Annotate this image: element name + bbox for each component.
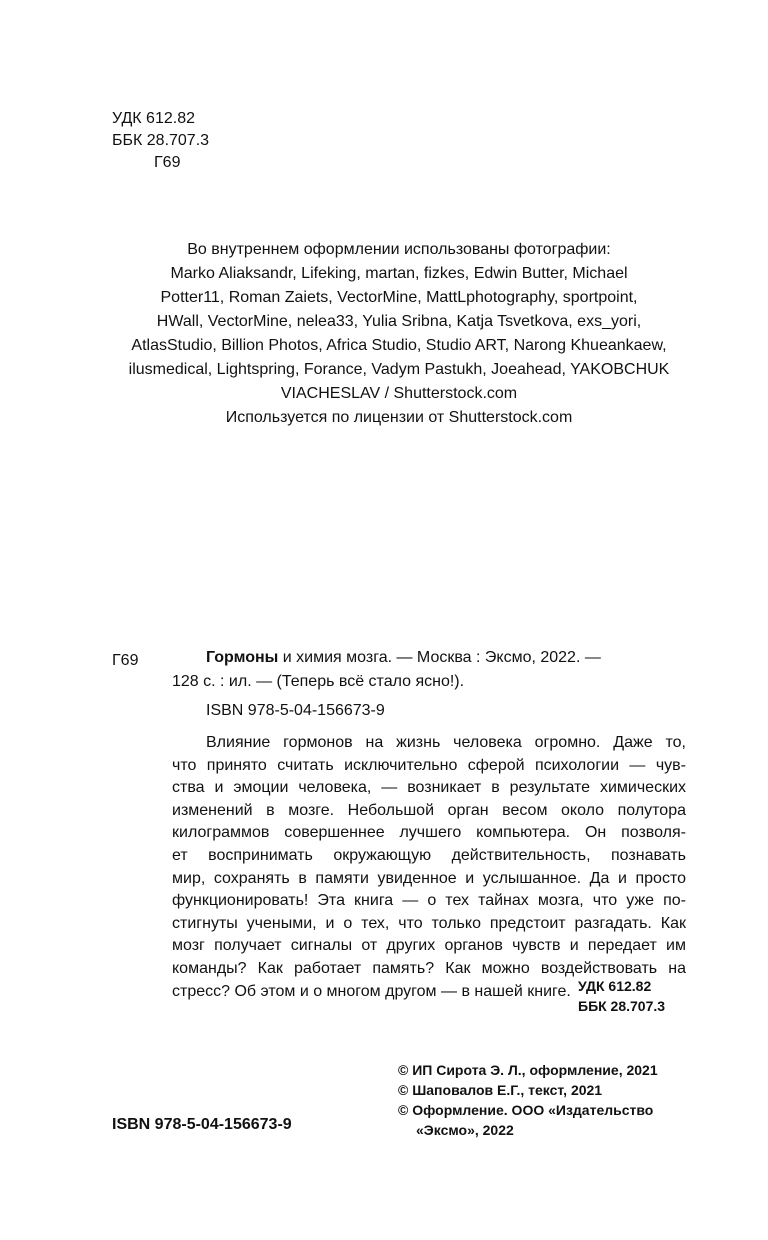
photo-credits-line: Используется по лицензии от Shutterstock.com: [225, 409, 573, 426]
annotation-line: Влияние гормонов на жизнь человека огромно. Даже то,: [206, 734, 686, 751]
biblio-line-2: 128 с. : ил. — (Теперь всё стало ясно!).: [172, 673, 465, 690]
photo-credits-line: ilusmedical, Lightspring, Forance, Vadym Pastukh, Joeahead, YAKOBCHUK: [128, 361, 670, 378]
annotation-line: изменений в мозге. Небольшой орган весом около полутора: [172, 801, 686, 819]
isbn-record: ISBN 978-5-04-156673-9: [206, 702, 385, 719]
annotation-line: ет воспринимать окружающую действительность, познавать: [172, 846, 686, 864]
bibliographic-record: [172, 646, 690, 694]
classification-codes-bottom: [578, 976, 665, 1016]
annotation-line: функционировать! Эта книга — о тех тайнах мозга, что уже по-: [172, 892, 686, 910]
copyright-block: [398, 1060, 658, 1140]
bbk-code: ББК 28.707.3: [112, 132, 210, 149]
annotation-line: стресс? Об этом и о многом другом — в нашей книге.: [172, 982, 571, 1000]
biblio-index: Г69: [112, 652, 139, 669]
photo-credits-line: Marko Aliaksandr, Lifeking, martan, fizkes, Edwin Butter, Michael: [170, 265, 628, 282]
photo-credits-line: Potter11, Roman Zaiets, VectorMine, MattLphotography, sportpoint,: [160, 289, 638, 306]
annotation-line: что принято считать исключительно сферой психологии — чув-: [172, 756, 686, 774]
annotation-line: команды? Как работает память? Как можно воздействовать на: [172, 959, 686, 977]
photo-credits: [110, 238, 688, 430]
photo-credits-line: HWall, VectorMine, nelea33, Yulia Sribna, Katja Tsvetkova, exs_yori,: [156, 313, 642, 330]
biblio-line-1-rest: и химия мозга. — Москва : Эксмо, 2022. —: [278, 649, 601, 666]
udk-code: УДК 612.82: [578, 978, 652, 994]
copyright-line: © ИП Сирота Э. Л., оформление, 2021: [398, 1062, 658, 1078]
copyright-line: © Оформление. ООО «Издательство: [398, 1102, 654, 1118]
book-title: Гормоны: [206, 649, 279, 666]
author-mark: Г69: [154, 154, 181, 171]
annotation-line: килограммов совершеннее лучшего компьютера. Он позволя-: [172, 824, 686, 842]
biblio-line-1: [206, 646, 690, 670]
udk-code: УДК 612.82: [112, 110, 195, 127]
annotation-line: ства и эмоции человека, — возникает в результате химических: [172, 779, 686, 797]
photo-credits-line: Во внутреннем оформлении использованы фотографии:: [187, 241, 611, 258]
annotation: [172, 732, 686, 1003]
classification-codes-top: [112, 108, 209, 174]
photo-credits-line: VIACHESLAV / Shutterstock.com: [280, 385, 518, 402]
annotation-line: мозг получает сигналы от других органов чувств и передает им: [172, 937, 686, 955]
photo-credits-line: AtlasStudio, Billion Photos, Africa Studio, Studio ART, Narong Khueankaew,: [131, 337, 667, 354]
annotation-line: стигнуты учеными, и о тех, что только предстоит разгадать. Как: [172, 914, 686, 932]
isbn-bottom: ISBN 978-5-04-156673-9: [112, 1116, 292, 1133]
copyright-line: © Шаповалов Е.Г., текст, 2021: [398, 1082, 603, 1098]
copyright-line: «Эксмо», 2022: [416, 1122, 514, 1138]
annotation-line: мир, сохранять в памяти увиденное и услышанное. Да и просто: [172, 869, 686, 887]
bbk-code: ББК 28.707.3: [578, 998, 666, 1014]
